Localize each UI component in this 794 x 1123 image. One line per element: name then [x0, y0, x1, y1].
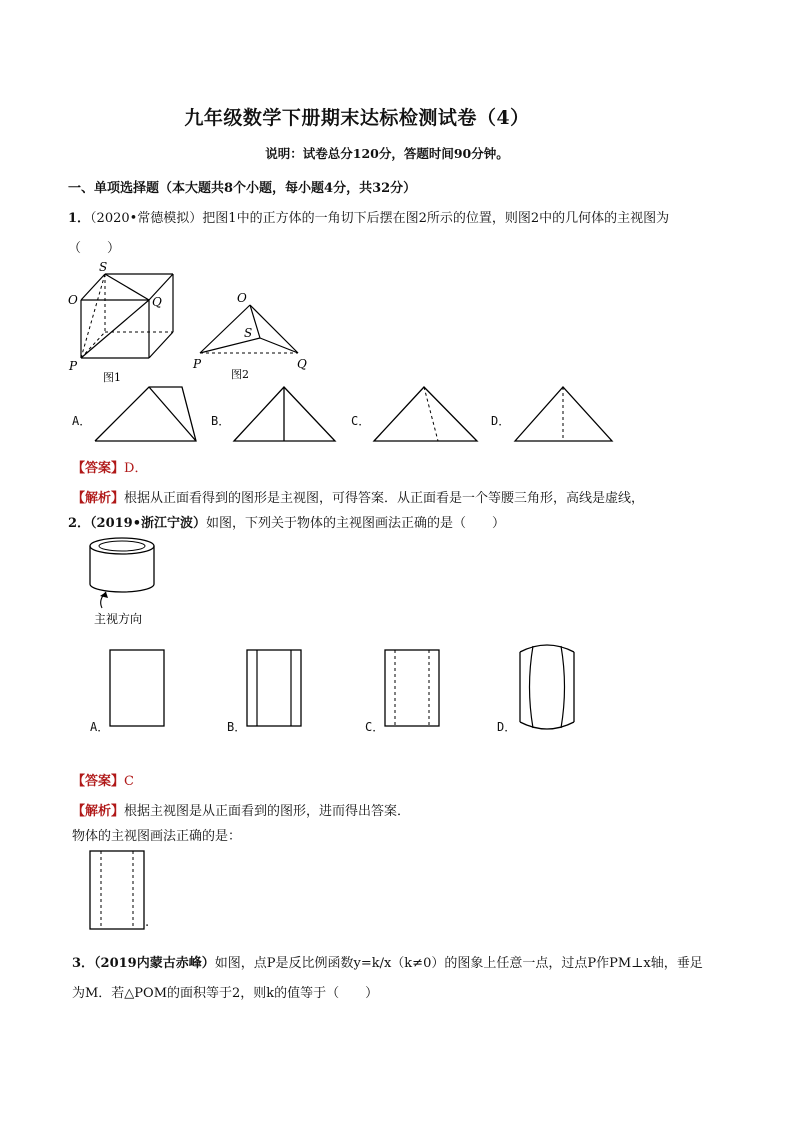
- q3-line1: [72, 952, 703, 971]
- q2-option-b-figure: [245, 648, 305, 730]
- q2-option-c-label: C．: [365, 720, 385, 734]
- q2-option-a-label: A．: [90, 720, 110, 734]
- q2-option-d-label: D．: [497, 720, 517, 734]
- q1-option-d-figure: [513, 384, 617, 444]
- label-s-1: S: [99, 260, 108, 274]
- q3-number: 3．: [72, 956, 95, 971]
- q1-stem: [68, 207, 669, 226]
- q2-analysis: [72, 800, 410, 819]
- section-heading: 一、单项选择题（本大题共8个小题，每小题4分，共32分）: [68, 181, 417, 196]
- q3-text-line1: 如图，点P是反比例函数y=k/x（k≠0）的图象上任意一点，过点P作PM⊥x轴，垂足: [214, 956, 703, 971]
- q1-analysis-tag: 【解析】: [72, 491, 125, 506]
- q1-answer: [72, 457, 147, 476]
- q1-number: 1．: [68, 211, 91, 226]
- q3-line2: 为M．若△POM的面积等于2，则k的值等于（ ）: [72, 986, 379, 1001]
- q1-analysis-text: 根据从正面看得到的图形是主视图，可得答案．从正面看是一个等腰三角形，高线是虚线，: [124, 491, 645, 506]
- q2-text: 如图，下列关于物体的主视图画法正确的是（ ）: [206, 516, 506, 531]
- q1-option-b-figure: [232, 384, 340, 444]
- q1-paren: （ ）: [68, 241, 121, 256]
- q1-option-c-label: C．: [351, 414, 371, 428]
- label-o-2: O: [237, 291, 247, 305]
- q2-answer-value: C: [124, 774, 134, 789]
- q1-figures: [65, 258, 325, 383]
- page-title: 九年级数学下册期末达标检测试卷（4）: [184, 107, 530, 129]
- q2-analysis-tag: 【解析】: [72, 804, 125, 819]
- q2-analysis-text: 根据主视图是从正面看到的图形，进而得出答案．: [124, 804, 411, 819]
- q1-analysis: [72, 487, 644, 506]
- q1-option-d-label: D．: [491, 414, 511, 428]
- q3-source: （2019内蒙古赤峰）: [94, 956, 215, 971]
- q1-answer-value: D．: [124, 461, 148, 476]
- q1-option-b-label: B．: [211, 414, 231, 428]
- label-p-2: P: [193, 357, 202, 371]
- q1-text: （2020•常德模拟）把图1中的正方体的一角切下后摆在图2所示的位置，则图2中的几何体的主视图为: [90, 211, 670, 226]
- fig2-caption: 图2: [231, 368, 249, 381]
- q2-source: （2019•浙江宁波）: [90, 516, 207, 531]
- q1-option-c-figure: [372, 384, 482, 444]
- q2-period: .: [145, 915, 150, 930]
- label-q-1: Q: [152, 295, 162, 309]
- q2-option-c-figure: [383, 648, 443, 730]
- cube-figure: [68, 260, 173, 383]
- label-s-2: S: [244, 326, 253, 340]
- q2-answer: [72, 770, 134, 789]
- tetrahedron-figure: [192, 291, 307, 381]
- q2-conclusion: 物体的主视图画法正确的是：: [72, 829, 242, 844]
- q2-option-a-figure: [108, 648, 168, 730]
- q2-option-d-figure: [516, 640, 580, 736]
- q2-number: 2．: [68, 516, 91, 531]
- q2-option-b-label: B．: [227, 720, 247, 734]
- q1-answer-tag: 【答案】: [72, 461, 125, 476]
- q2-answer-tag: 【答案】: [72, 774, 125, 789]
- fig1-caption: 图1: [103, 371, 121, 383]
- label-p-1: P: [69, 359, 78, 373]
- view-direction-label: 主视方向: [94, 612, 143, 626]
- label-q-2: Q: [297, 357, 307, 371]
- label-o-1: O: [68, 293, 78, 307]
- q1-option-a-label: A．: [72, 414, 92, 428]
- q2-stem: [68, 512, 505, 531]
- q1-option-a-figure: [92, 384, 202, 444]
- q2-cylinder-figure: [80, 532, 190, 632]
- exam-note: 说明：试卷总分120分，答题时间90分钟。: [265, 146, 509, 161]
